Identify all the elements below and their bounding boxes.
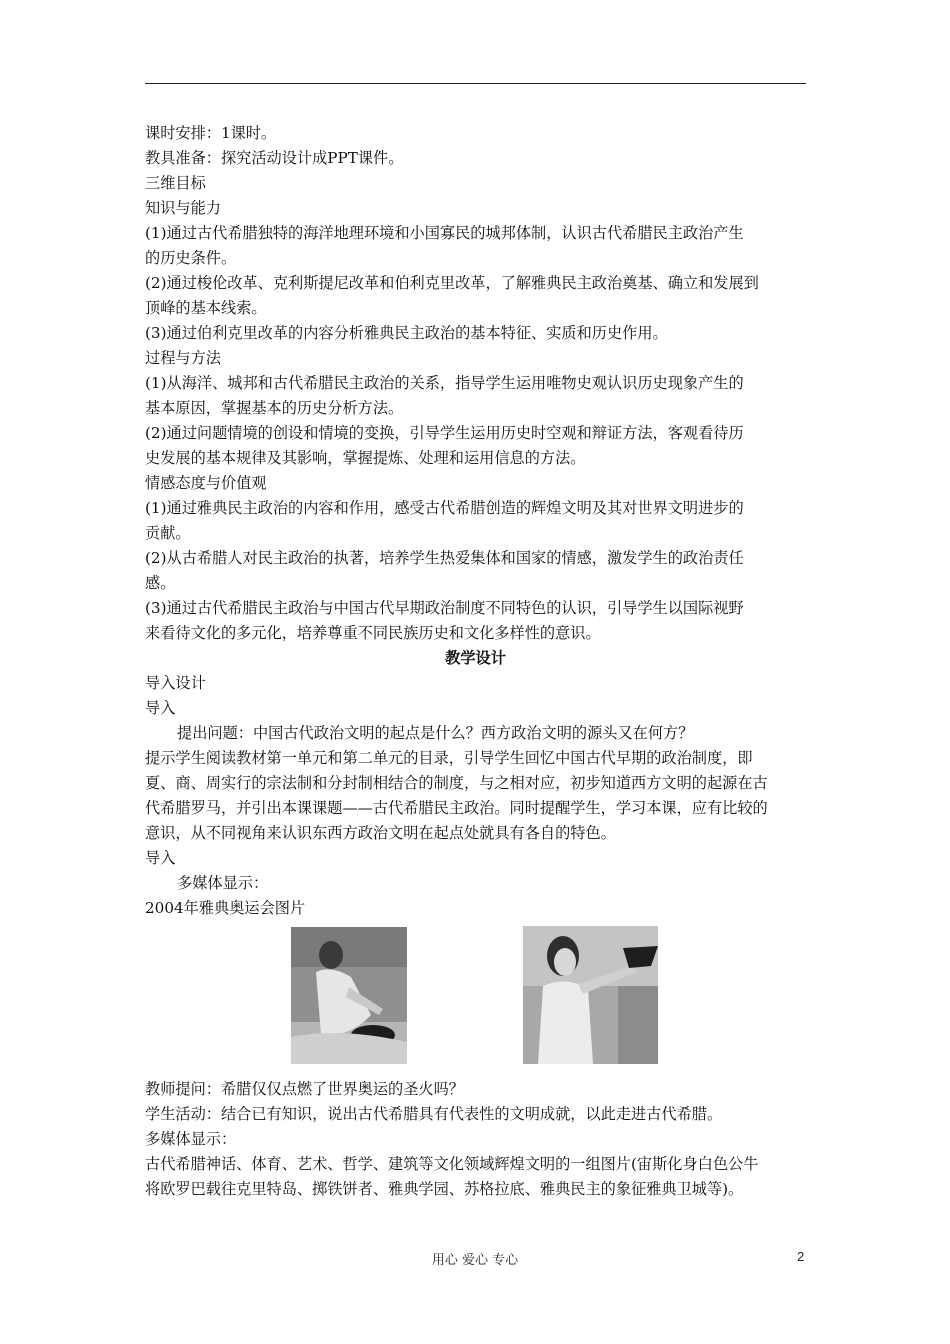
text-line: (1)从海洋、城邦和古代希腊民主政治的关系，指导学生运用唯物史观认识历史现象产生的	[145, 374, 744, 392]
text-line: 提出问题：中国古代政治文明的起点是什么？西方政治文明的源头又在何方？	[177, 724, 694, 742]
text-line: (3)通过伯利克里改革的内容分析雅典民主政治的基本特征、实质和历史作用。	[145, 324, 668, 342]
text-line: 导入	[145, 699, 176, 717]
text-line: 导入	[145, 849, 176, 867]
text-line: (3)通过古代希腊民主政治与中国古代早期政治制度不同特色的认识，引导学生以国际视野	[145, 599, 744, 617]
subheading-process: 过程与方法	[145, 349, 221, 367]
text-line: (2)通过梭伦改革、克利斯提尼改革和伯利克里改革，了解雅典民主政治奠基、确立和发展到	[145, 274, 759, 292]
text-line: 教具准备：探究活动设计成PPT课件。	[145, 149, 404, 167]
text-line: 来看待文化的多元化，培养尊重不同民族历史和文化多样性的意识。	[145, 624, 601, 642]
page-footer: 用心 爱心 专心	[431, 1253, 519, 1268]
text-line: 贡献。	[145, 524, 191, 542]
text-line: 代希腊罗马，并引出本课课题——古代希腊民主政治。同时提醒学生，学习本课，应有比较的	[145, 799, 768, 817]
document-body	[145, 121, 806, 1202]
text-line: 意识，从不同视角来认识东西方政治文明在起点处就具有各自的特色。	[145, 824, 616, 842]
text-line: 古代希腊神话、体育、艺术、哲学、建筑等文化领域辉煌文明的一组图片(宙斯化身白色公牛	[145, 1155, 759, 1173]
text-line: 多媒体显示：	[177, 874, 269, 892]
text-line: 感。	[145, 574, 176, 592]
text-line: 顶峰的基本线索。	[145, 299, 267, 317]
text-line: 的历史条件。	[145, 249, 237, 267]
text-line: 基本原因，掌握基本的历史分析方法。	[145, 399, 404, 417]
text-line: 学生活动：结合已有知识，说出古代希腊具有代表性的文明成就，以此走进古代希腊。	[145, 1105, 723, 1123]
text-line: 课时安排：1课时。	[145, 124, 277, 142]
subheading-knowledge: 知识与能力	[145, 199, 221, 217]
olympic-photo-kneeling	[291, 927, 407, 1064]
photo-caption: 2004年雅典奥运会图片	[145, 899, 306, 917]
header-rule	[145, 83, 806, 84]
page-number: 2	[797, 1249, 805, 1264]
text-line: (2)从古希腊人对民主政治的执著，培养学生热爱集体和国家的情感，激发学生的政治责任	[145, 549, 744, 567]
text-line: 导入设计	[145, 674, 206, 692]
text-line: (1)通过雅典民主政治的内容和作用，感受古代希腊创造的辉煌文明及其对世界文明进步的	[145, 499, 744, 517]
text-line: 史发展的基本规律及其影响，掌握提炼、处理和运用信息的方法。	[145, 449, 586, 467]
text-line: 夏、商、周实行的宗法制和分封制相结合的制度，与之相对应，初步知道西方文明的起源在古	[145, 774, 768, 792]
text-line: 多媒体显示：	[145, 1130, 237, 1148]
text-line: (2)通过问题情境的创设和情境的变换，引导学生运用历史时空观和辩证方法，客观看待历	[145, 424, 744, 442]
heading-three-goals: 三维目标	[145, 174, 206, 192]
text-line: 提示学生阅读教材第一单元和第二单元的目录，引导学生回忆中国古代早期的政治制度，即	[145, 749, 753, 767]
text-line: 将欧罗巴载往克里特岛、掷铁饼者、雅典学园、苏格拉底、雅典民主的象征雅典卫城等)。	[145, 1180, 744, 1198]
text-line: (1)通过古代希腊独特的海洋地理环境和小国寡民的城邦体制，认识古代希腊民主政治产生	[145, 224, 744, 242]
subheading-values: 情感态度与价值观	[145, 474, 267, 492]
section-title: 教学设计	[445, 649, 506, 667]
olympic-photo-torch	[523, 926, 658, 1064]
photo-row	[145, 927, 806, 1077]
text-line: 教师提问：希腊仅仅点燃了世界奥运的圣火吗？	[145, 1080, 464, 1098]
